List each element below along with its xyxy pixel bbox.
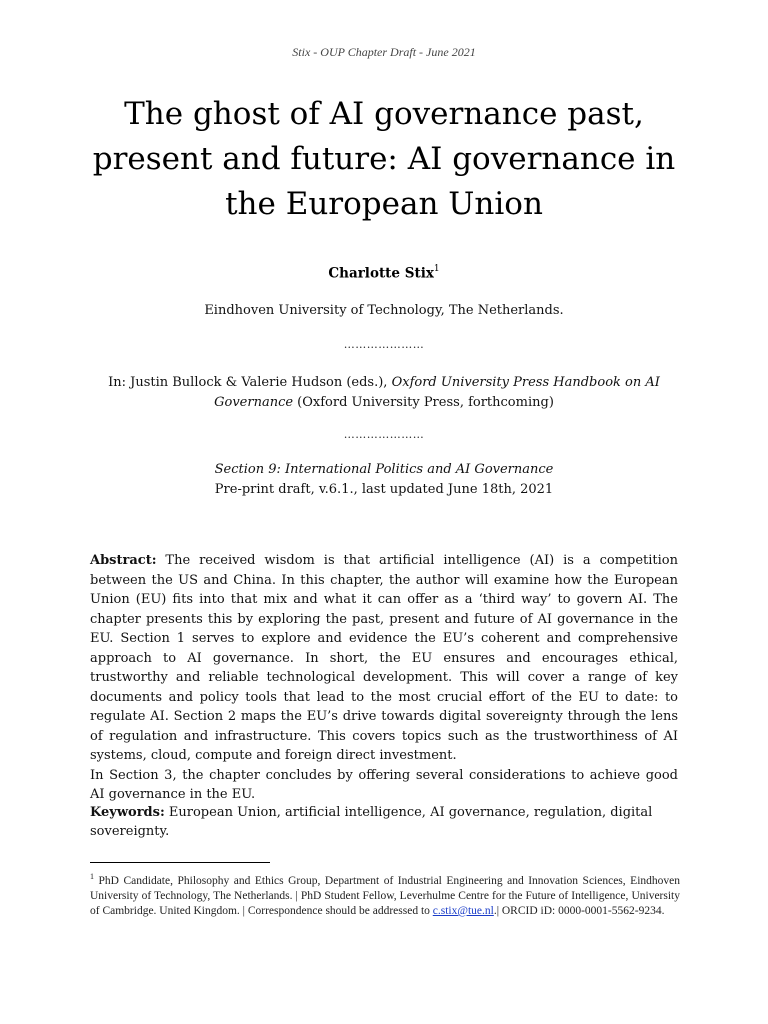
- keywords-label: Keywords:: [90, 805, 165, 820]
- author-name: Charlotte Stix: [328, 265, 434, 282]
- citation-prefix: In: Justin Bullock & Valerie Hudson (eds.),: [108, 375, 392, 390]
- footnote: [90, 869, 680, 919]
- citation-suffix: (Oxford University Press, forthcoming): [293, 395, 554, 410]
- abstract-label: Abstract:: [90, 553, 157, 568]
- footnote-text: PhD Candidate, Philosophy and Ethics Group, Department of Industrial Engineering and Innovation Sciences, Eindhoven University of Technology, The Netherlands. | PhD Student Fellow, Leverhulme Centre for the Future of Intelligence, University of Cambridge. United Kingdom. | Correspondence should be addressed to: [90, 874, 680, 917]
- abstract-text: The received wisdom is that artificial intelligence (AI) is a competition between the US and China. In this chapter, the author will examine how the European Union (EU) fits into that mix and what it can offer as a ‘third way’ to govern AI. The chapter presents this by exploring the past, present and future of AI governance in the EU. Section 1 serves to explore and evidence the EU’s coherent and comprehensive approach to AI governance. In short, the EU ensures and encourages ethical, trustworthy and reliable technological development. This will cover a range of key documents and policy tools that lead to the most crucial effort of the EU to date: to regulate AI. Section 2 maps the EU’s drive towards digital sovereignty through the lens of regulation and infrastructure. This covers topics such as the trustworthiness of AI systems, cloud, compute and foreign direct investment.: [90, 553, 678, 763]
- footnote-text-after: .| ORCID iD: 0000-0001-5562-9234.: [493, 904, 665, 917]
- author-footnote-mark[interactable]: 1: [433, 264, 440, 274]
- paper-title: The ghost of AI governance past, present and future: AI governance in the European Union: [92, 96, 676, 222]
- running-header: Stix - OUP Chapter Draft - June 2021: [292, 45, 476, 59]
- author-line: [0, 265, 768, 282]
- affiliation: Eindhoven University of Technology, The Netherlands.: [204, 303, 564, 318]
- footnote-mark: 1: [90, 872, 94, 881]
- section-line: Section 9: International Politics and AI Governance: [214, 462, 554, 477]
- draft-info: Pre-print draft, v.6.1., last updated June 18th, 2021: [214, 482, 554, 497]
- separator-bottom: …………………: [343, 428, 425, 441]
- abstract: [90, 551, 678, 805]
- keywords: [90, 803, 678, 841]
- separator-top: …………………: [343, 338, 425, 351]
- keywords-text: European Union, artificial intelligence, AI governance, regulation, digital sovereignty.: [90, 805, 653, 839]
- abstract-text-2: In Section 3, the chapter concludes by offering several considerations to achieve good AI governance in the EU.: [90, 767, 678, 802]
- footnote-divider: [90, 862, 270, 863]
- citation-book-title: Oxford University Press Handbook on AI Governance: [214, 375, 660, 410]
- citation: [100, 373, 668, 413]
- email-link[interactable]: c.stix@tue.nl: [432, 904, 494, 917]
